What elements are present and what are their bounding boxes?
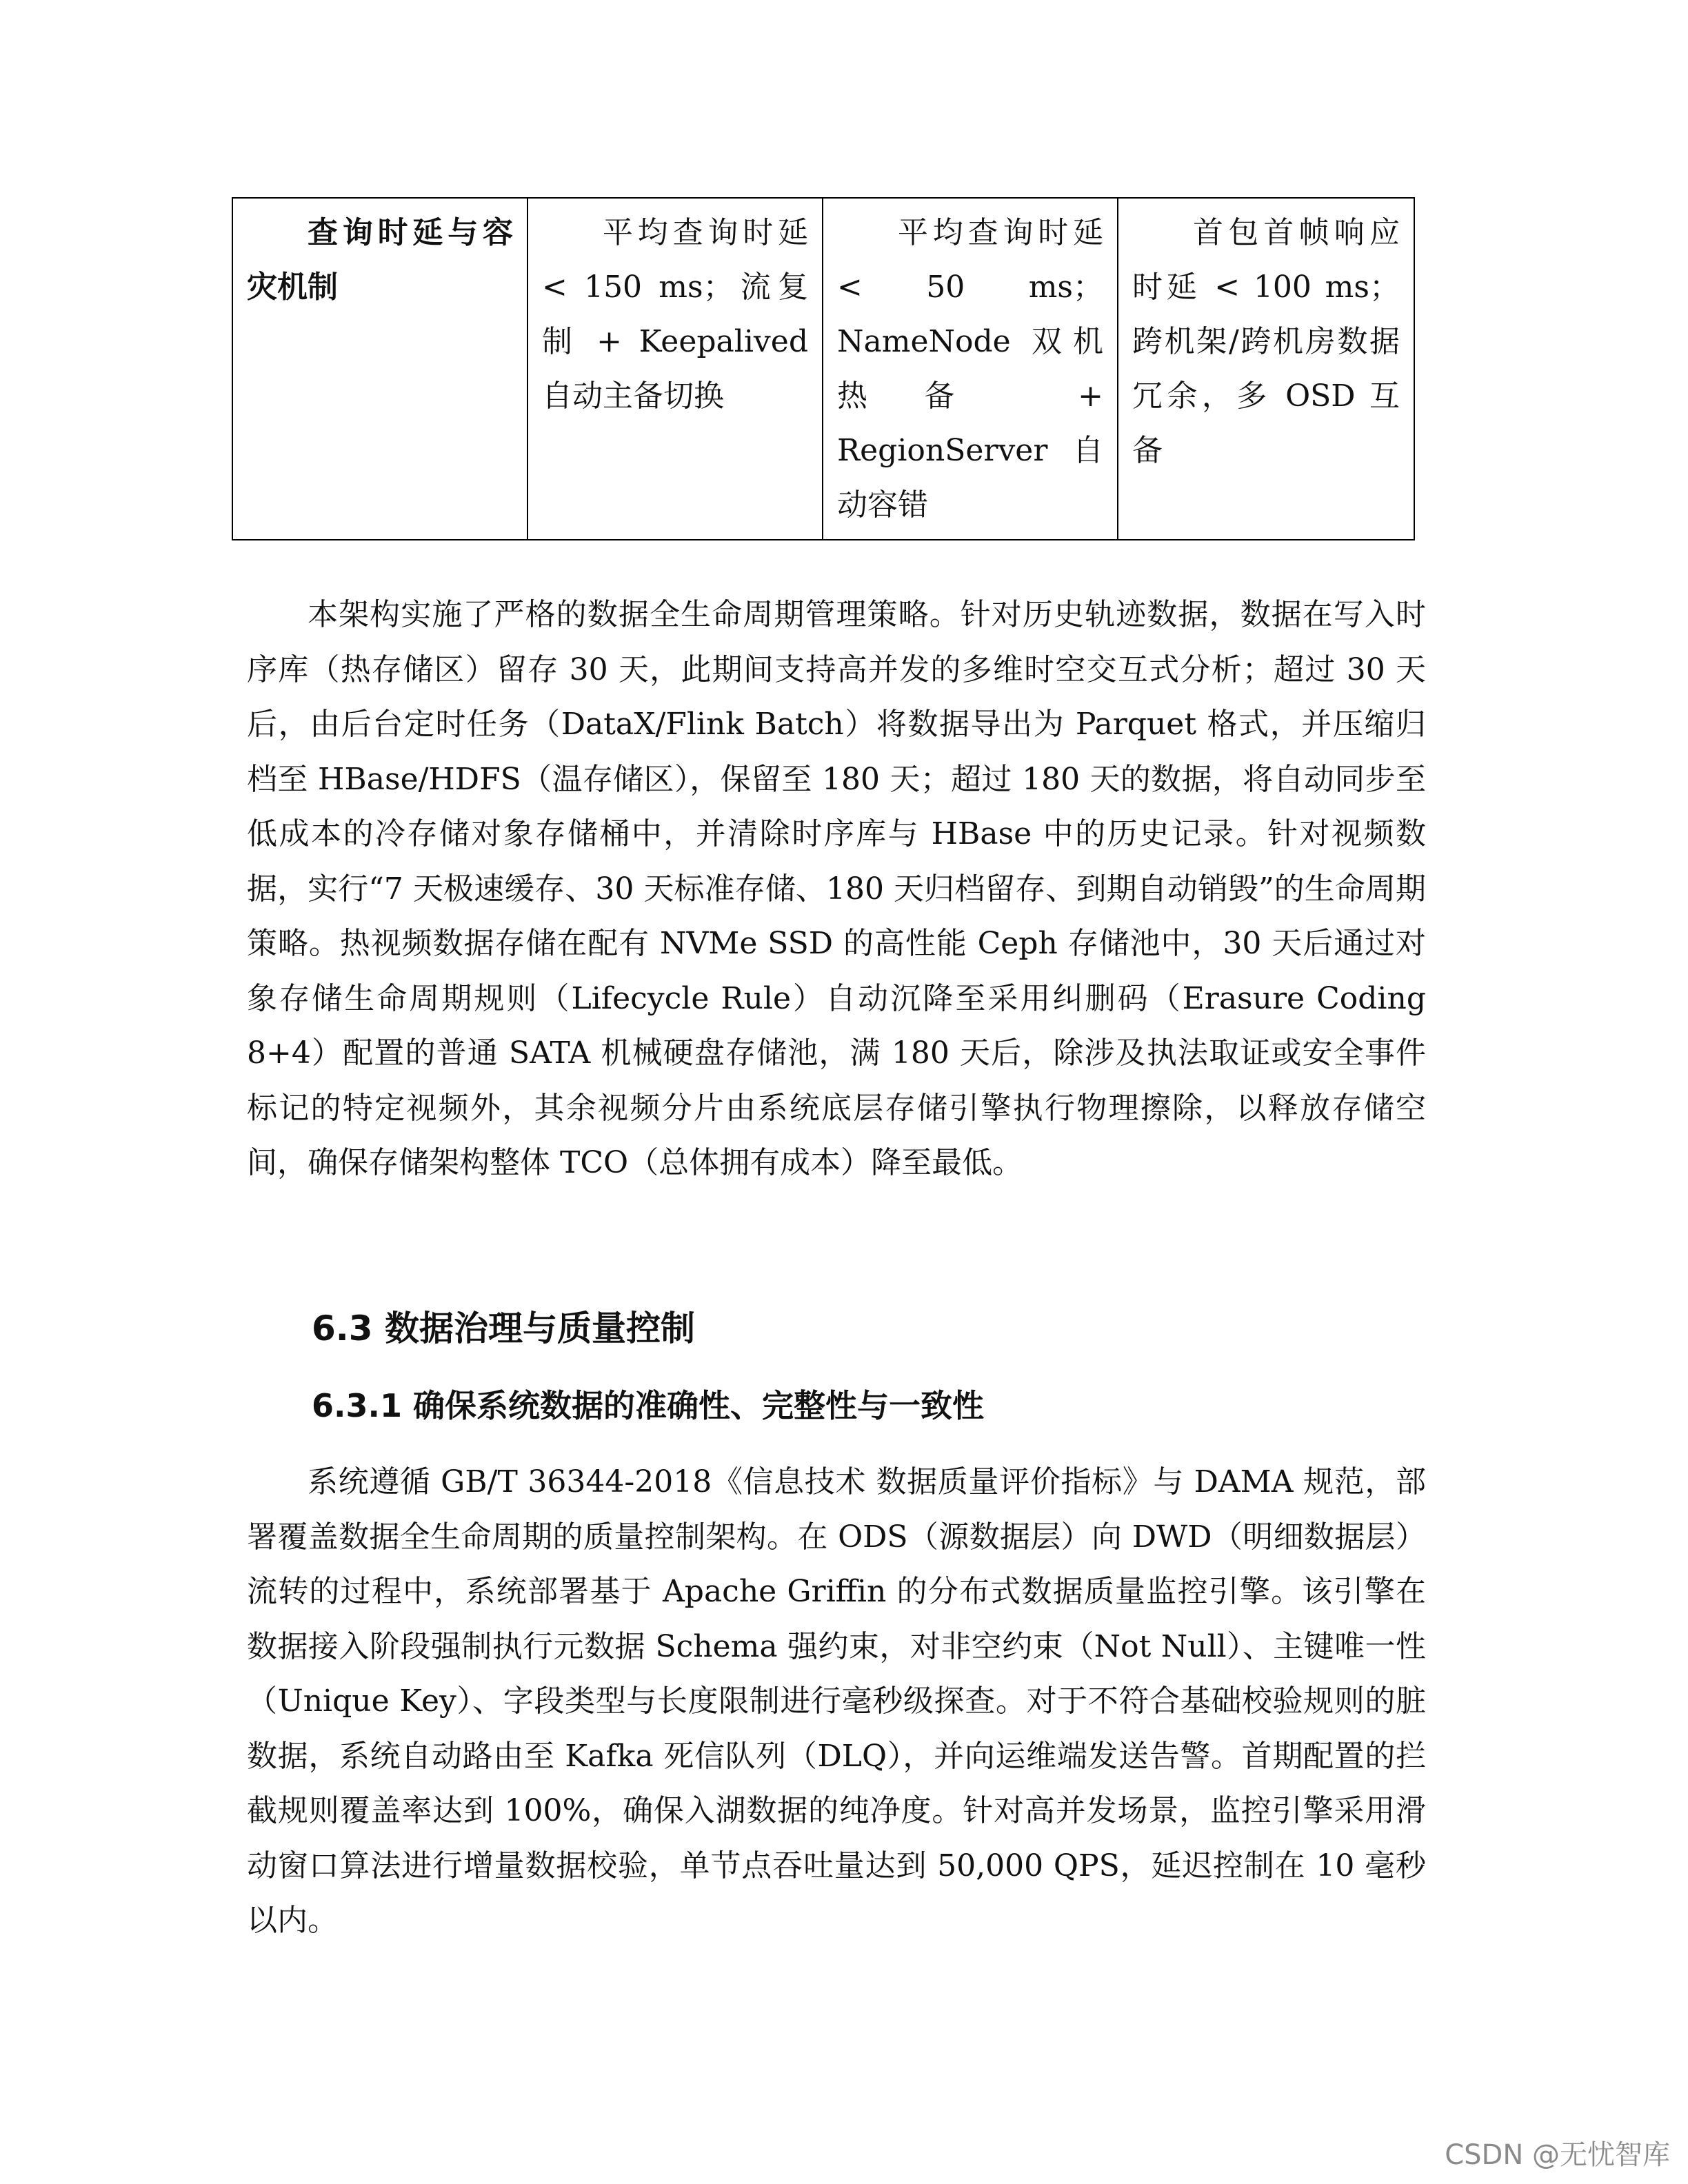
csdn-watermark: CSDN @无忧智库	[1445, 2139, 1670, 2171]
table-cell: 首包首帧响应时延 < 100 ms；跨机架/跨机房数据冗余，多 OSD 互备	[1118, 198, 1414, 540]
table-row	[232, 198, 1414, 540]
lifecycle-paragraph: 本架构实施了严格的数据全生命周期管理策略。针对历史轨迹数据，数据在写入时序库（热存储区）留存 30 天，此期间支持高并发的多维时空交互式分析；超过 30 天后，由后台定时任务（DataX/Flink Batch）将数据导出为 Parquet 格式，并压缩归档至 HBase/HDFS（温存储区），保留至 180 天；超过 180 天的数据，将自动同步至低成本的冷存储对象存储桶中，并清除时序库与 HBase 中的历史记录。针对视频数据，实行“7 天极速缓存、30 天标准存储、180 天归档留存、到期自动销毁”的生命周期策略。热视频数据存储在配有 NVMe SSD 的高性能 Ceph 存储池中，30 天后通过对象存储生命周期规则（Lifecycle Rule）自动沉降至采用纠删码（Erasure Coding 8+4）配置的普通 SATA 机械硬盘存储池，满 180 天后，除涉及执法取证或安全事件标记的特定视频外，其余视频分片由系统底层存储引擎执行物理擦除，以释放存储空间，确保存储架构整体 TCO（总体拥有成本）降至最低。	[247, 597, 1426, 1180]
latency-disaster-table	[232, 197, 1415, 540]
row-label-cell: 查询时延与容灾机制	[232, 198, 528, 540]
table-cell: 平均查询时延 < 50 ms；NameNode 双机热备 + RegionServer 自动容错	[823, 198, 1118, 540]
section-heading: 6.3 数据治理与质量控制	[312, 1308, 695, 1348]
table-cell: 平均查询时延 < 150 ms；流复制 + Keepalived 自动主备切换	[528, 198, 823, 540]
quality-paragraph: 系统遵循 GB/T 36344-2018《信息技术 数据质量评价指标》与 DAMA 规范，部署覆盖数据全生命周期的质量控制架构。在 ODS（源数据层）向 DWD（明细数据层）流转的过程中，系统部署基于 Apache Griffin 的分布式数据质量监控引擎。该引擎在数据接入阶段强制执行元数据 Schema 强约束，对非空约束（Not Null）、主键唯一性（Unique Key）、字段类型与长度限制进行毫秒级探查。对于不符合基础校验规则的脏数据，系统自动路由至 Kafka 死信队列（DLQ），并向运维端发送告警。首期配置的拦截规则覆盖率达到 100%，确保入湖数据的纯净度。针对高并发场景，监控引擎采用滑动窗口算法进行增量数据校验，单节点吞吐量达到 50,000 QPS，延迟控制在 10 毫秒以内。	[247, 1464, 1426, 1938]
subsection-heading: 6.3.1 确保系统数据的准确性、完整性与一致性	[312, 1387, 984, 1424]
